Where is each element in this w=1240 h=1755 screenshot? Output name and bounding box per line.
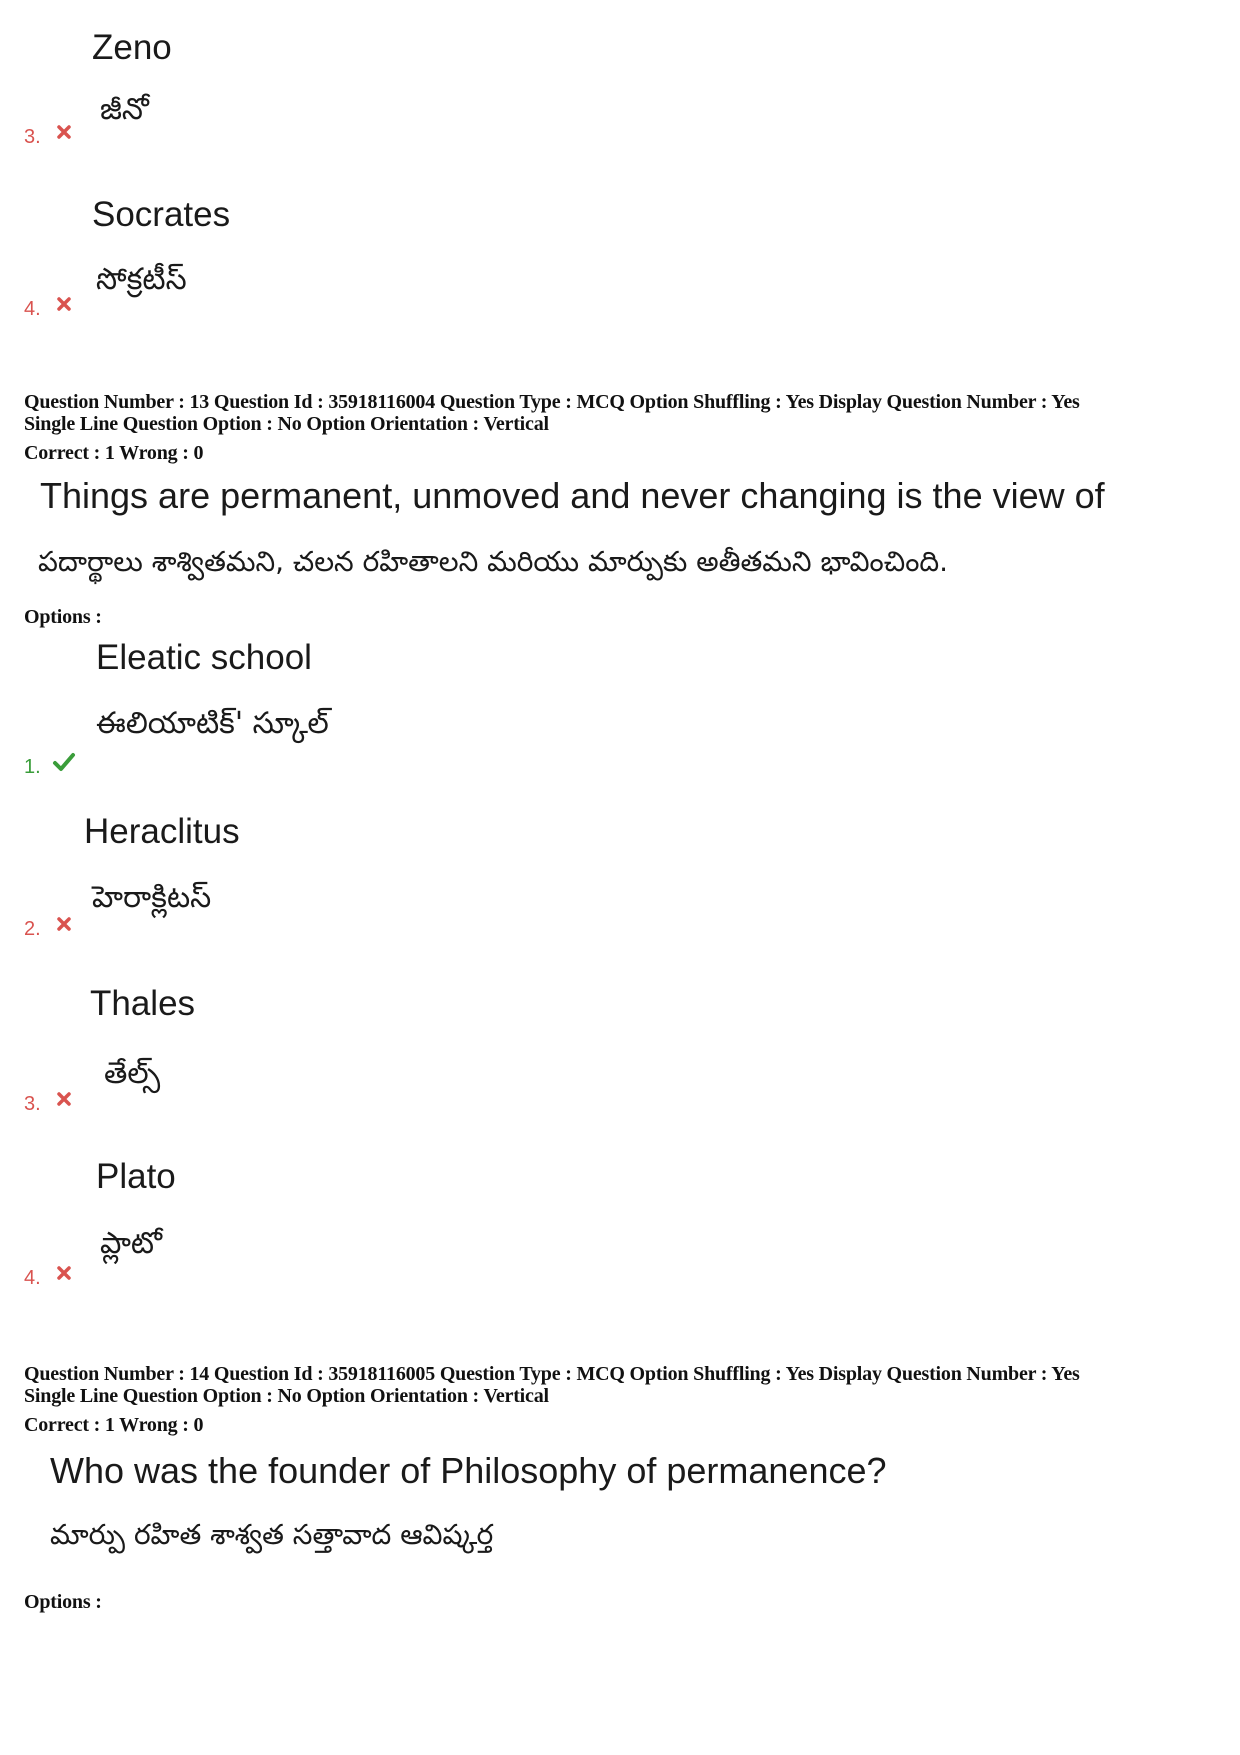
option-telugu: హెరాక్లిటస్ bbox=[92, 880, 212, 915]
question-marks: Correct : 1 Wrong : 0 bbox=[24, 442, 204, 464]
question-text-telugu: మార్పు రహిత శాశ్వత సత్తావాద ఆవిష్కర్త bbox=[50, 1518, 494, 1551]
cross-icon bbox=[56, 1265, 72, 1281]
option-number: 1. bbox=[24, 756, 41, 778]
question-text-english: Who was the founder of Philosophy of permanence? bbox=[50, 1450, 887, 1491]
question-meta-line1: Question Number : 13 Question Id : 35918116004 Question Type : MCQ Option Shuffling : Yes Display Question Number : Yes bbox=[24, 391, 1080, 413]
option-english: Thales bbox=[90, 984, 196, 1023]
cross-icon bbox=[56, 296, 72, 312]
option-number: 4. bbox=[24, 1267, 41, 1289]
option-number: 3. bbox=[24, 1093, 41, 1115]
option-telugu: ఈలియాటిక్' స్కూల్ bbox=[96, 706, 329, 741]
cross-icon bbox=[56, 916, 72, 932]
option-english: Zeno bbox=[92, 28, 172, 67]
check-icon bbox=[52, 752, 76, 772]
question-meta-line2: Single Line Question Option : No Option Orientation : Vertical bbox=[24, 1385, 549, 1407]
option-english: Plato bbox=[96, 1157, 176, 1196]
cross-icon bbox=[56, 1091, 72, 1107]
option-english: Eleatic school bbox=[96, 638, 312, 677]
option-english: Heraclitus bbox=[84, 812, 240, 851]
option-number: 3. bbox=[24, 126, 41, 148]
question-meta-line2: Single Line Question Option : No Option Orientation : Vertical bbox=[24, 413, 549, 435]
options-label: Options : bbox=[24, 606, 102, 628]
question-meta-line1: Question Number : 14 Question Id : 35918116005 Question Type : MCQ Option Shuffling : Yes Display Question Number : Yes bbox=[24, 1363, 1080, 1385]
option-english: Socrates bbox=[92, 195, 231, 234]
question-marks: Correct : 1 Wrong : 0 bbox=[24, 1414, 204, 1436]
option-telugu: సోక్రటీస్ bbox=[96, 262, 187, 297]
option-telugu: జీనో bbox=[100, 92, 149, 127]
option-number: 4. bbox=[24, 298, 41, 320]
option-number: 2. bbox=[24, 918, 41, 940]
cross-icon bbox=[56, 124, 72, 140]
question-text-telugu: పదార్థాలు శాశ్వితమని, చలన రహితాలని మరియు మార్పుకు అతీతమని భావించింది. bbox=[38, 545, 949, 578]
question-text-english: Things are permanent, unmoved and never changing is the view of bbox=[40, 475, 1105, 516]
option-telugu: తేల్స్ bbox=[104, 1056, 161, 1091]
options-label: Options : bbox=[24, 1591, 102, 1613]
option-telugu: ప్లాటో bbox=[100, 1226, 163, 1261]
